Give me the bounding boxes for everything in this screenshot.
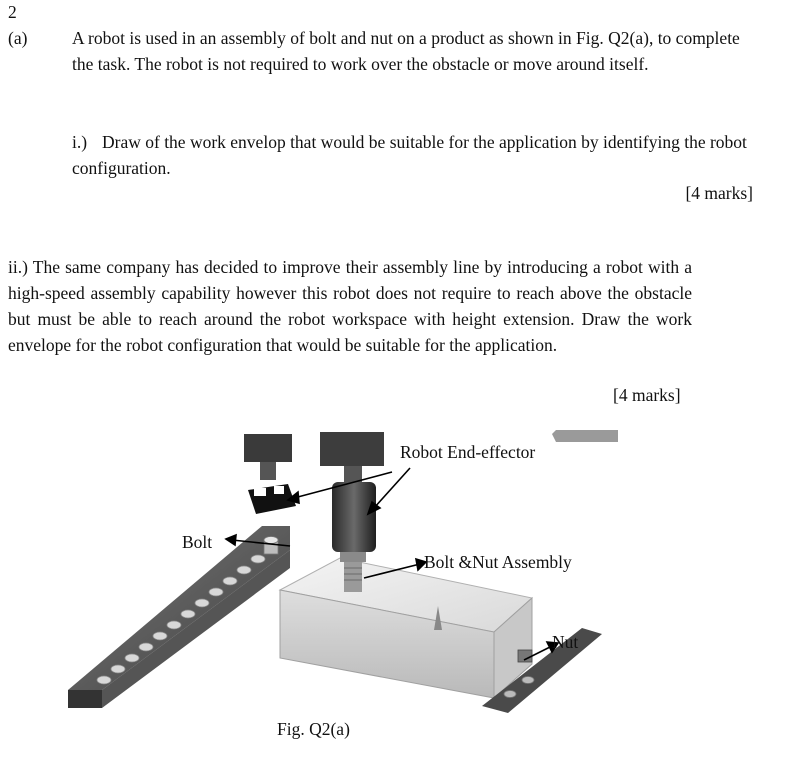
marks-ii: [4 marks]: [613, 385, 681, 405]
marks-i: [4 marks]: [685, 183, 753, 203]
sub-question-ii-label: ii.): [8, 257, 28, 277]
product-block: [280, 558, 532, 698]
assembly-figure: [62, 428, 622, 713]
sub-question-i-text: Draw of the work envelop that would be suitable for the application by identifying the robot configuration.: [72, 132, 747, 178]
part-label: (a): [8, 28, 28, 48]
label-nut: Nut: [552, 632, 579, 652]
figure-caption: Fig. Q2(a): [277, 719, 350, 739]
label-bolt: Bolt: [182, 532, 213, 552]
left-conveyor: [68, 526, 290, 708]
question-intro: A robot is used in an assembly of bolt and nut on a product as shown in Fig. Q2(a), to complete the task. The robot is not required to work over the obstacle or move around itself.: [72, 28, 740, 74]
sub-question-i: [72, 130, 762, 181]
sub-question-ii: [8, 254, 692, 358]
sub-question-ii-text: The same company has decided to improve their assembly line by introducing a robot with a high-speed assembly capability however this robot does not require to reach above the obstacle but must be able to reach around the robot workspace with height extension. Draw the work envelope for the robot configuration that would be suitable for the application.: [8, 257, 692, 355]
label-end-effector: Robot End-effector: [400, 442, 536, 462]
left-gripper: [244, 434, 296, 514]
sub-question-i-label: i.): [72, 132, 88, 152]
question-number: 2: [8, 2, 17, 22]
top-right-shading: [552, 430, 618, 442]
label-assembly: Bolt &Nut Assembly: [424, 552, 572, 572]
